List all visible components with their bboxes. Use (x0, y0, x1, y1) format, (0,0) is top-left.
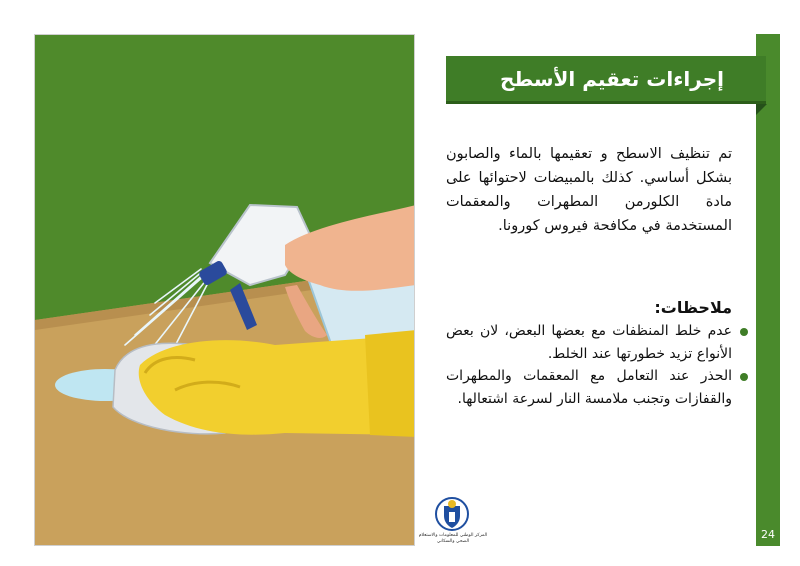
bullet-icon (740, 373, 748, 381)
surface-disinfection-illustration (34, 34, 415, 546)
body-paragraph: تم تنظيف الاسطح و تعقيمها بالماء والصابون بشكل أساسي. كذلك بالمبيضات لاحتوائها على مادة الكلورمن المطهرات والمعقمات المستخدمة في مكافحة فيروس كورونا. (446, 146, 732, 234)
notes-list (446, 320, 732, 410)
bullet-icon (740, 328, 748, 336)
logo-caption: المركز الوطني للمعلومات والاستعلام الصحي والسكاني (418, 533, 488, 544)
note-item (446, 320, 732, 365)
note-text: الحذر عند التعامل مع المعقمات والمطهرات والقفازات وتجنب ملامسة النار لسرعة اشتعالها. (446, 368, 732, 407)
page-number: 24 (761, 528, 775, 541)
notes-heading: ملاحظات: (654, 298, 732, 317)
note-item (446, 365, 732, 410)
title-banner (446, 56, 766, 104)
note-text: عدم خلط المنظفات مع بعضها البعض، لان بعض الأنواع تزيد خطورتها عند الخلط. (446, 323, 732, 362)
page-title: إجراءات تعقيم الأسطح (499, 66, 724, 91)
